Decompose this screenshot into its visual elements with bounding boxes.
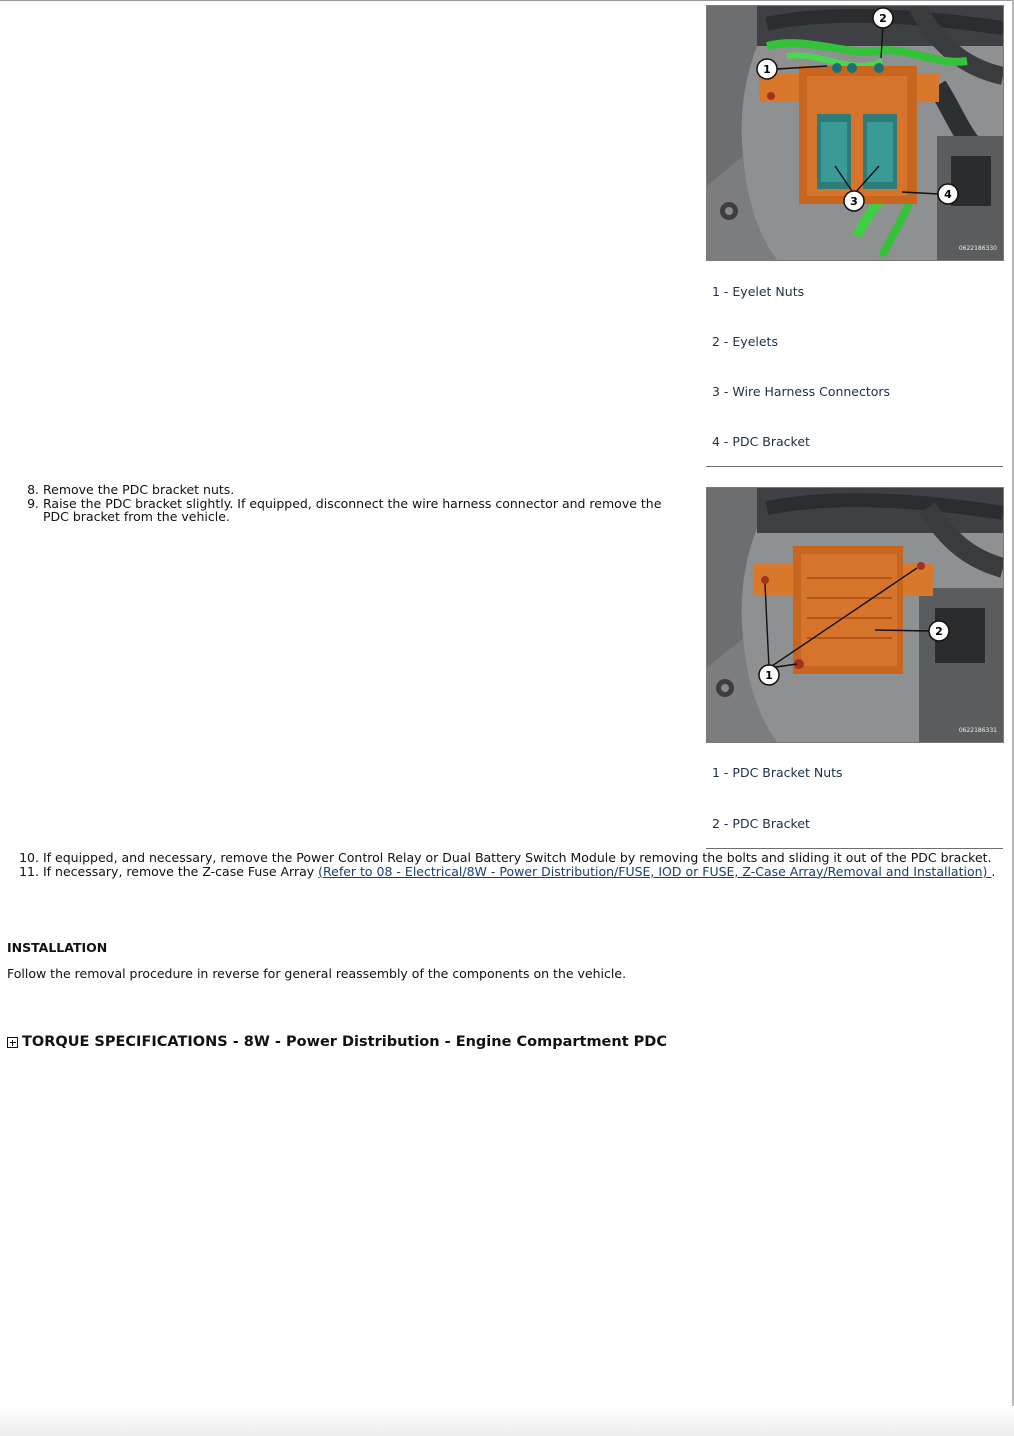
page-top-border: [0, 0, 1014, 1]
figure2-callout-2: 2: [935, 625, 943, 638]
figure1-callout-2: 2: [879, 12, 887, 25]
figure1-legend-item: 3 - Wire Harness Connectors: [712, 384, 891, 399]
figure-pdc-bracket-nuts-photo: [706, 487, 1004, 743]
figure1-callout-1: 1: [763, 63, 771, 76]
torque-specifications-toggle[interactable]: [7, 1034, 667, 1050]
torque-specifications-title[interactable]: TORQUE SPECIFICATIONS - 8W - Power Distribution - Engine Compartment PDC: [22, 1034, 667, 1050]
step-text: If necessary, remove the Z-case Fuse Array: [43, 863, 319, 879]
step-number: 9.: [27, 495, 39, 511]
installation-text: Follow the removal procedure in reverse for general reassembly of the components on the vehicle.: [7, 966, 627, 981]
step-number: 11.: [19, 863, 39, 879]
figure1-legend-item: 2 - Eyelets: [712, 334, 778, 349]
plus-square-icon[interactable]: [7, 1037, 18, 1048]
figure1-callout-4: 4: [944, 188, 952, 201]
step-text: Remove the PDC bracket nuts.: [43, 482, 235, 497]
figure2-callout-1: 1: [765, 669, 773, 682]
figure1-legend-item: 1 - Eyelet Nuts: [712, 284, 805, 299]
step-text: If equipped, and necessary, remove the Power Control Relay or Dual Battery Switch Module by removing the bolts and sliding it out of the PDC bracket.: [43, 850, 992, 865]
removal-steps-list-continued: [0, 851, 1000, 878]
figure1-legend-item: 4 - PDC Bracket: [712, 434, 810, 449]
page-bottom-edge: [0, 1406, 1014, 1436]
figure-eyelet-nuts-photo: [706, 5, 1004, 261]
figure1-callout-3: 3: [850, 195, 858, 208]
zcase-fuse-array-reference-link[interactable]: (Refer to 08 - Electrical/8W - Power Distribution/FUSE, IOD or FUSE, Z-Case Array/Removal and Installation): [318, 863, 992, 879]
step-text-end: .: [991, 863, 996, 879]
step-number: 8.: [27, 482, 39, 497]
step-item: [0, 483, 680, 497]
installation-heading: INSTALLATION: [7, 940, 108, 955]
step-item: [0, 865, 1000, 879]
step-item: [0, 497, 680, 524]
figure1-divider: [706, 466, 1003, 467]
step-item: [0, 851, 1000, 865]
step-text: Raise the PDC bracket slightly. If equipped, disconnect the wire harness connector and remove the PDC bracket from the vehicle.: [43, 495, 662, 524]
figure2-divider: [706, 848, 1003, 849]
figure1-code: 0622186330: [958, 245, 997, 252]
step-number: 10.: [19, 850, 39, 865]
removal-steps-list: [0, 483, 680, 524]
figure2-legend-item: 2 - PDC Bracket: [712, 816, 810, 831]
figure2-legend-item: 1 - PDC Bracket Nuts: [712, 765, 843, 780]
figure2-code: 0622186331: [958, 727, 997, 734]
